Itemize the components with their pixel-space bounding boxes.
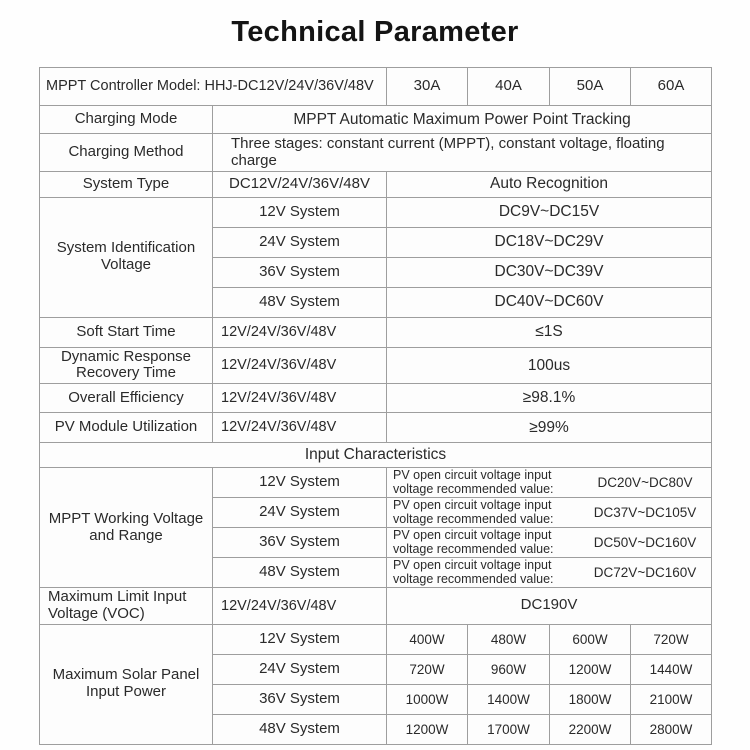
power-value-cell: 720W (631, 624, 712, 654)
table-row (40, 347, 712, 384)
amp-rating-cell: 60A (631, 68, 712, 106)
overall-efficiency-label: Overall Efficiency (40, 384, 213, 413)
table-row (40, 68, 712, 106)
power-value-cell: 2800W (631, 714, 712, 744)
system-cell: 24V System (213, 227, 387, 257)
pv-note-text: PV open circuit voltage input voltage recommended value: (393, 498, 554, 526)
overall-efficiency-value: ≥98.1% (387, 384, 712, 413)
overall-efficiency-systems: 12V/24V/36V/48V (213, 384, 387, 413)
power-value-cell: 1000W (387, 684, 468, 714)
pv-range-value: DC37V~DC105V (593, 505, 697, 521)
page (0, 16, 750, 745)
power-value-cell: 480W (468, 624, 550, 654)
power-value-cell: 1200W (550, 654, 631, 684)
pv-voltage-cell (387, 528, 712, 558)
pv-range-value: DC50V~DC160V (593, 535, 697, 551)
system-cell: 48V System (213, 558, 387, 588)
table-row (40, 197, 712, 227)
dynamic-response-systems: 12V/24V/36V/48V (213, 347, 387, 384)
charging-method-value: Three stages: constant current (MPPT), constant voltage, floating charge (213, 134, 712, 172)
system-cell: 36V System (213, 257, 387, 287)
mppt-working-label: MPPT Working Voltage and Range (40, 468, 213, 588)
voltage-range-cell: DC18V~DC29V (387, 227, 712, 257)
table-row (40, 413, 712, 443)
dynamic-response-value: 100us (387, 347, 712, 384)
system-cell: 12V System (213, 624, 387, 654)
section-header-row (40, 443, 712, 468)
max-limit-voltage-value: DC190V (387, 588, 712, 625)
table-row (40, 468, 712, 498)
table-row (40, 624, 712, 654)
system-identification-label: System Identification Voltage (40, 197, 213, 317)
system-cell: 36V System (213, 684, 387, 714)
power-value-cell: 720W (387, 654, 468, 684)
max-limit-voltage-systems: 12V/24V/36V/48V (213, 588, 387, 625)
table-row (40, 106, 712, 134)
voltage-range-cell: DC9V~DC15V (387, 197, 712, 227)
power-value-cell: 600W (550, 624, 631, 654)
system-cell: 48V System (213, 287, 387, 317)
pv-utilization-label: PV Module Utilization (40, 413, 213, 443)
power-value-cell: 1400W (468, 684, 550, 714)
pv-note-text: PV open circuit voltage input voltage recommended value: (393, 558, 554, 586)
pv-range-value: DC20V~DC80V (597, 475, 693, 491)
table-row (40, 317, 712, 347)
system-type-value: Auto Recognition (387, 171, 712, 197)
amp-rating-cell: 30A (387, 68, 468, 106)
power-value-cell: 2100W (631, 684, 712, 714)
spec-table (39, 67, 712, 745)
pv-utilization-value: ≥99% (387, 413, 712, 443)
amp-rating-cell: 40A (468, 68, 550, 106)
power-value-cell: 1800W (550, 684, 631, 714)
amp-rating-cell: 50A (550, 68, 631, 106)
pv-note-text: PV open circuit voltage input voltage recommended value: (393, 528, 554, 556)
soft-start-systems: 12V/24V/36V/48V (213, 317, 387, 347)
power-value-cell: 400W (387, 624, 468, 654)
pv-range-value: DC72V~DC160V (593, 565, 697, 581)
power-value-cell: 1440W (631, 654, 712, 684)
charging-method-label: Charging Method (40, 134, 213, 172)
soft-start-label: Soft Start Time (40, 317, 213, 347)
system-type-label: System Type (40, 171, 213, 197)
power-value-cell: 1200W (387, 714, 468, 744)
pv-voltage-cell (387, 498, 712, 528)
system-cell: 24V System (213, 654, 387, 684)
system-cell: 24V System (213, 498, 387, 528)
table-row (40, 171, 712, 197)
pv-voltage-cell (387, 558, 712, 588)
max-limit-voltage-label: Maximum Limit Input Voltage (VOC) (40, 588, 213, 625)
page-title: Technical Parameter (231, 16, 519, 48)
soft-start-value: ≤1S (387, 317, 712, 347)
table-row (40, 134, 712, 172)
system-cell: 36V System (213, 528, 387, 558)
table-row (40, 588, 712, 625)
system-cell: 48V System (213, 714, 387, 744)
controller-model-label: MPPT Controller Model: HHJ-DC12V/24V/36V/48V (40, 68, 387, 106)
input-characteristics-header: Input Characteristics (40, 443, 712, 468)
dynamic-response-label: Dynamic Response Recovery Time (40, 347, 213, 384)
power-value-cell: 960W (468, 654, 550, 684)
charging-mode-label: Charging Mode (40, 106, 213, 134)
pv-note-text: PV open circuit voltage input voltage recommended value: (393, 468, 554, 496)
max-solar-power-label: Maximum Solar Panel Input Power (40, 624, 213, 744)
voltage-range-cell: DC40V~DC60V (387, 287, 712, 317)
voltage-range-cell: DC30V~DC39V (387, 257, 712, 287)
table-row (40, 384, 712, 413)
pv-voltage-cell (387, 468, 712, 498)
system-cell: 12V System (213, 468, 387, 498)
power-value-cell: 2200W (550, 714, 631, 744)
system-type-systems: DC12V/24V/36V/48V (213, 171, 387, 197)
system-cell: 12V System (213, 197, 387, 227)
power-value-cell: 1700W (468, 714, 550, 744)
pv-utilization-systems: 12V/24V/36V/48V (213, 413, 387, 443)
charging-mode-value: MPPT Automatic Maximum Power Point Tracking (213, 106, 712, 134)
